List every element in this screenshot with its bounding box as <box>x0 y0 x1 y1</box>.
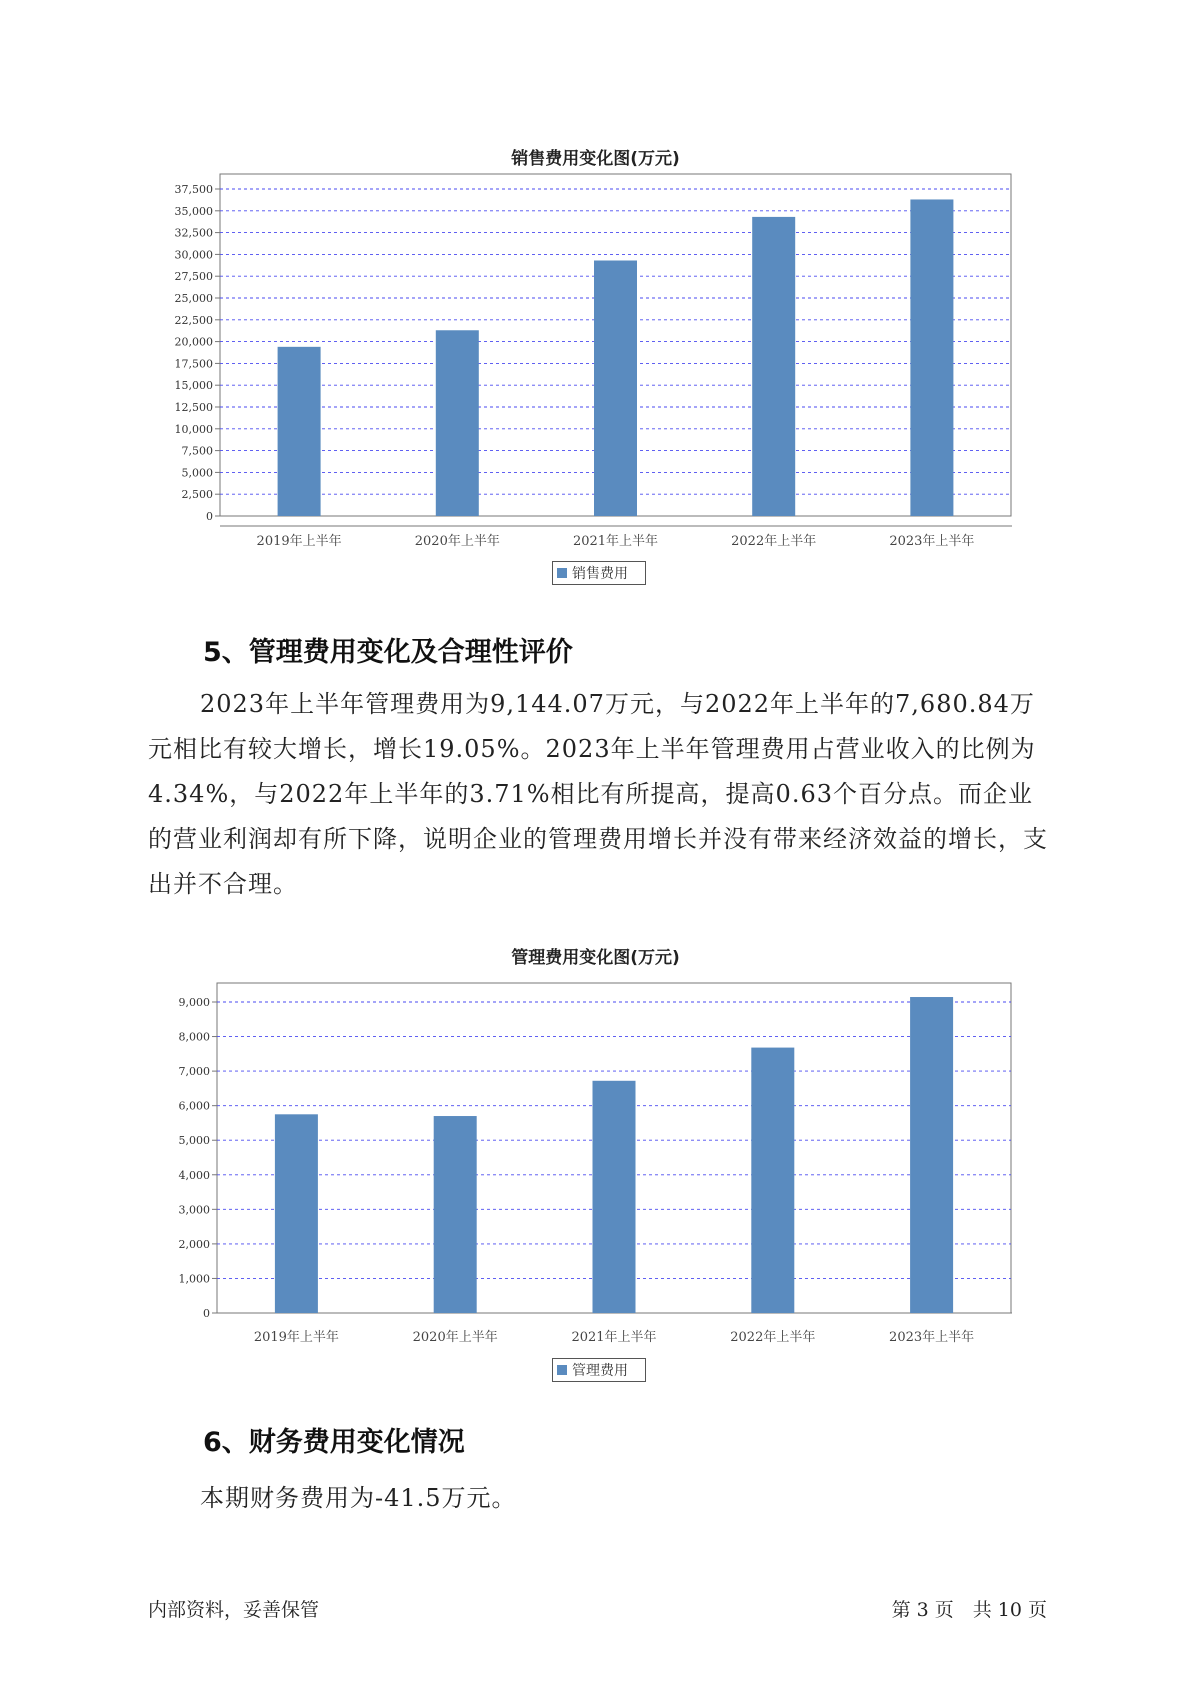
y-tick-label: 2,500 <box>181 488 213 502</box>
y-tick-label: 0 <box>203 1307 210 1320</box>
footer-left: 内部资料，妥善保管 <box>148 1599 320 1621</box>
bar <box>275 1114 318 1313</box>
bar <box>434 1116 477 1313</box>
y-tick-label: 8,000 <box>178 1030 210 1044</box>
chart2-legend <box>552 1358 646 1382</box>
x-tick-label: 2020年上半年 <box>414 534 500 549</box>
y-tick-label: 7,000 <box>178 1065 210 1079</box>
chart2-legend-label: 管理费用 <box>572 1363 628 1379</box>
y-tick-label: 4,000 <box>178 1168 210 1182</box>
y-tick-label: 32,500 <box>174 226 213 240</box>
x-tick-label: 2019年上半年 <box>256 534 342 549</box>
x-tick-label: 2022年上半年 <box>730 1330 816 1345</box>
bar <box>593 1081 636 1313</box>
y-tick-label: 5,000 <box>181 466 213 480</box>
x-tick-label: 2019年上半年 <box>253 1330 339 1345</box>
x-tick-label: 2023年上半年 <box>889 534 975 549</box>
section6-heading: 6、财务费用变化情况 <box>203 1427 465 1458</box>
x-tick-label: 2022年上半年 <box>731 534 817 549</box>
y-tick-label: 25,000 <box>174 292 213 305</box>
x-tick-label: 2023年上半年 <box>889 1330 975 1345</box>
y-tick-label: 30,000 <box>174 248 213 262</box>
y-tick-label: 9,000 <box>178 996 210 1009</box>
y-tick-label: 10,000 <box>174 422 213 436</box>
y-tick-label: 27,500 <box>174 270 213 284</box>
y-tick-label: 17,500 <box>174 357 213 371</box>
y-tick-label: 37,500 <box>174 183 213 196</box>
legend-swatch <box>557 1365 567 1375</box>
y-tick-label: 6,000 <box>178 1099 210 1113</box>
section5-paragraph: 2023年上半年管理费用为9,144.07万元，与2022年上半年的7,680.84万元相比有较大增长，增长19.05%。2023年上半年管理费用占营业收入的比例为4.34%，与2022年上半年的3.71%相比有所提高，提高0.63个百分点。而企业的营业利润却有所下降，说明企业的管理费用增长并没有带来经济效益的增长，支出并不合理。 <box>148 690 1048 898</box>
x-tick-label: 2020年上半年 <box>412 1330 498 1345</box>
y-tick-label: 35,000 <box>174 204 213 218</box>
y-tick-label: 7,500 <box>181 444 213 458</box>
chart1-legend-label: 销售费用 <box>572 566 628 582</box>
chart2-title: 管理费用变化图(万元) <box>511 948 680 968</box>
bar <box>910 997 953 1313</box>
y-tick-label: 0 <box>206 510 213 523</box>
y-tick-label: 3,000 <box>178 1203 210 1217</box>
y-tick-label: 5,000 <box>178 1134 210 1148</box>
section6-paragraph: 本期财务费用为-41.5万元。 <box>200 1484 517 1512</box>
x-tick-label: 2021年上半年 <box>572 534 659 549</box>
x-tick-label: 2021年上半年 <box>571 1330 657 1345</box>
section5-heading: 5、管理费用变化及合理性评价 <box>203 637 573 668</box>
y-tick-label: 1,000 <box>178 1272 210 1286</box>
y-tick-label: 15,000 <box>174 379 213 393</box>
bar <box>751 1048 794 1313</box>
chart1-title: 销售费用变化图(万元) <box>511 149 680 169</box>
y-tick-label: 20,000 <box>174 335 213 349</box>
y-tick-label: 12,500 <box>174 401 213 414</box>
footer-page-number: 第 3 页 共 10 页 <box>891 1599 1047 1621</box>
y-tick-label: 22,500 <box>174 313 213 327</box>
y-tick-label: 2,000 <box>178 1237 210 1251</box>
